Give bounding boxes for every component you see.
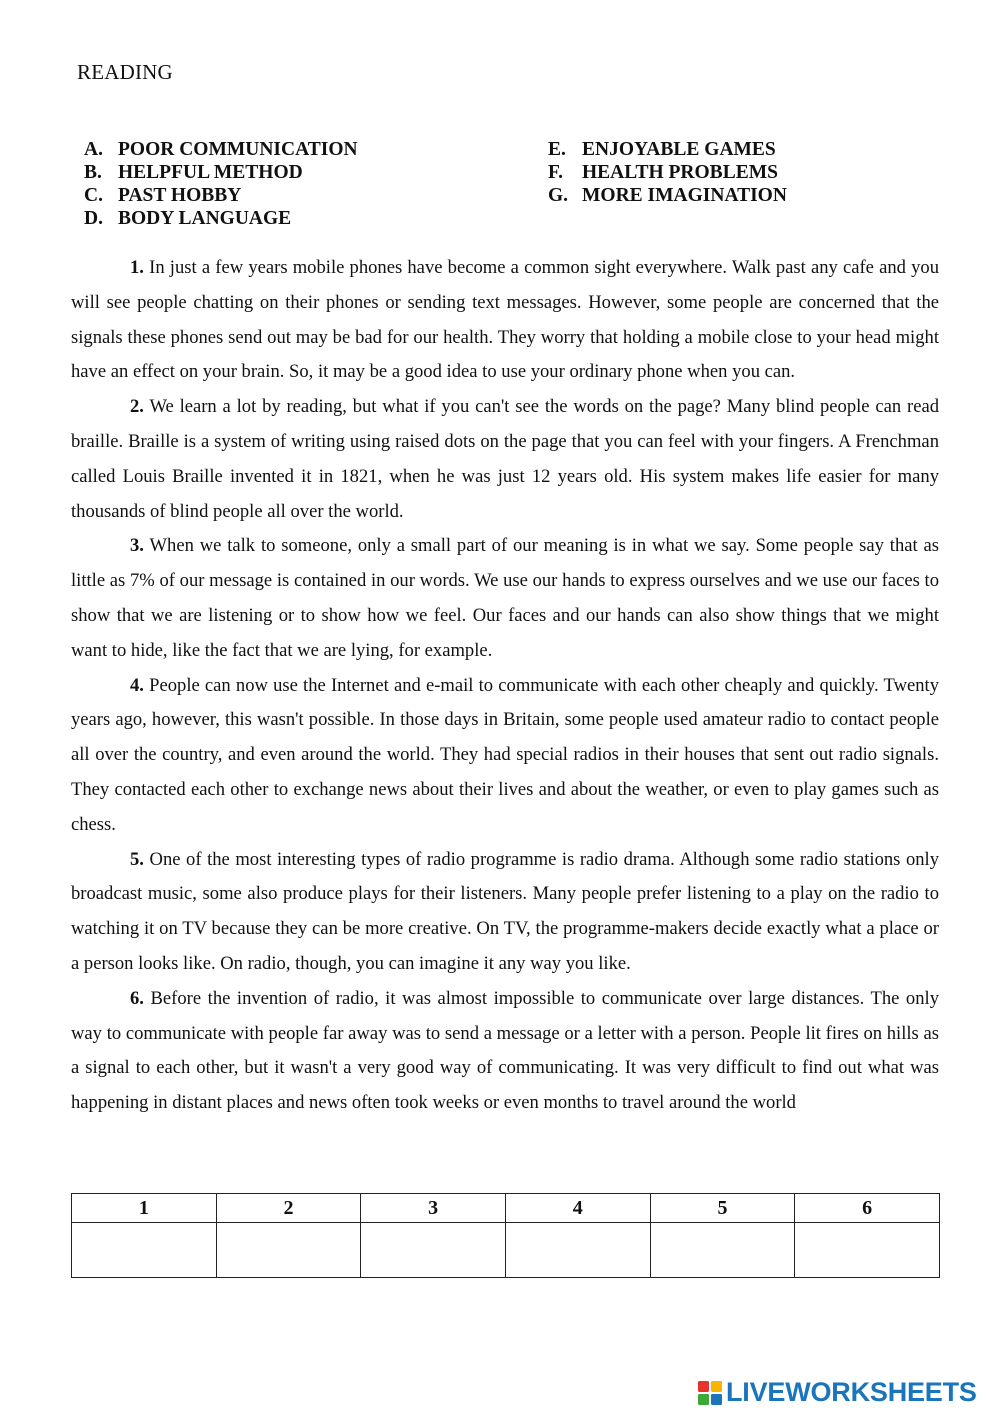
- option-letter: C.: [84, 185, 103, 206]
- passage-number: 3.: [130, 535, 144, 557]
- passage-4: [71, 669, 939, 843]
- option-c: [84, 184, 358, 207]
- option-label: HEALTH PROBLEMS: [582, 162, 778, 183]
- option-e: [548, 138, 787, 161]
- answer-cell-5[interactable]: [650, 1223, 795, 1278]
- passage-text: One of the most interesting types of radio programme is radio drama. Although some radio stations only broadcast music, some also produce plays for their listeners. Many people prefer listening to a play on the radio to watching it on TV because they can be more creative. On TV, the programme-makers decide exactly what a place or a person looks like. On radio, though, you can imagine it any way you like.: [71, 848, 940, 974]
- liveworksheets-logo: [697, 1377, 977, 1408]
- answer-header-5: 5: [650, 1194, 795, 1223]
- answer-header-2: 2: [216, 1194, 361, 1223]
- passage-text: Before the invention of radio, it was almost impossible to communicate over large distances. The only way to communicate with people far away was to send a message or a letter with a person. People lit fires on hills as a signal to each other, but it wasn't a very good way of communicating. It was very difficult to find out what was happening in distant places and news often took weeks or even months to travel around the world: [71, 987, 939, 1114]
- liveworksheets-logo-text: LIVEWORKSHEETS: [726, 1377, 977, 1407]
- passage-number: 2.: [130, 396, 144, 418]
- option-label: MORE IMAGINATION: [582, 185, 787, 206]
- page-title: READING: [77, 60, 173, 84]
- answer-header-4: 4: [505, 1194, 650, 1223]
- answer-cell-4[interactable]: [505, 1223, 650, 1278]
- passage-text: We learn a lot by reading, but what if you can't see the words on the page? Many blind people can read braille. Braille is a system of writing using raised dots on the page that you can feel with your fingers. A Frenchman called Louis Braille invented it in 1821, when he was just 12 years old. His system makes life easier for many thousands of blind people all over the world.: [71, 396, 939, 522]
- answer-header-3: 3: [361, 1194, 506, 1223]
- option-label: POOR COMMUNICATION: [118, 139, 358, 160]
- answer-table: [71, 1193, 940, 1278]
- passage-3: [71, 529, 939, 668]
- option-d: [84, 207, 358, 230]
- option-label: ENJOYABLE GAMES: [582, 139, 776, 160]
- passage-number: 1.: [130, 257, 144, 278]
- answer-cell-2[interactable]: [216, 1223, 361, 1278]
- options-list-right: [548, 138, 787, 207]
- passage-text: People can now use the Internet and e-mail to communicate with each other cheaply and quickly. Twenty years ago, however, this wasn't possible. In those days in Britain, some people used amateur radio to contact people all over the country, and even around the world. They had special radios in their houses that sent out radio signals. They contacted each other to exchange news about their lives and about the weather, or even to play games such as chess.: [71, 674, 940, 835]
- option-b: [84, 161, 358, 184]
- options-list-left: [84, 138, 358, 230]
- liveworksheets-logo-icon: [697, 1380, 723, 1406]
- option-g: [548, 184, 787, 207]
- answer-table-header-row: [72, 1194, 940, 1223]
- passage-number: 5.: [130, 848, 144, 870]
- answer-table-input-row: [72, 1223, 940, 1278]
- passage-5: [71, 843, 939, 982]
- option-letter: A.: [84, 139, 103, 160]
- option-f: [548, 161, 787, 184]
- option-label: BODY LANGUAGE: [118, 208, 292, 229]
- option-label: PAST HOBBY: [118, 185, 242, 206]
- option-letter: E.: [548, 139, 566, 160]
- passage-2: [71, 390, 939, 529]
- option-label: HELPFUL METHOD: [118, 162, 303, 183]
- passage-number: 6.: [130, 987, 144, 1009]
- option-letter: B.: [84, 162, 102, 183]
- option-letter: F.: [548, 162, 563, 183]
- option-letter: D.: [84, 208, 103, 229]
- answer-header-6: 6: [795, 1194, 940, 1223]
- passage-1: [71, 251, 939, 390]
- passage-number: 4.: [130, 674, 144, 696]
- passage-text: In just a few years mobile phones have become a common sight everywhere. Walk past any cafe and you will see people chatting on their phones or sending text messages. However, some people are concerned that the signals these phones send out may be bad for our health. They worry that holding a mobile close to your head might have an effect on your brain. So, it may be a good idea to use your ordinary phone when you can.: [71, 257, 939, 383]
- passages: [71, 251, 939, 1121]
- answer-header-1: 1: [72, 1194, 217, 1223]
- option-letter: G.: [548, 185, 569, 206]
- answer-cell-6[interactable]: [795, 1223, 940, 1278]
- passage-text: When we talk to someone, only a small part of our meaning is in what we say. Some people say that as little as 7% of our message is contained in our words. We use our hands to express ourselves and we use our faces to show that we are listening or to show how we feel. Our faces and our hands can also show things that we might want to hide, like the fact that we are lying, for example.: [71, 535, 940, 661]
- passage-6: [71, 982, 939, 1121]
- answer-cell-3[interactable]: [361, 1223, 506, 1278]
- answer-cell-1[interactable]: [72, 1223, 217, 1278]
- option-a: [84, 138, 358, 161]
